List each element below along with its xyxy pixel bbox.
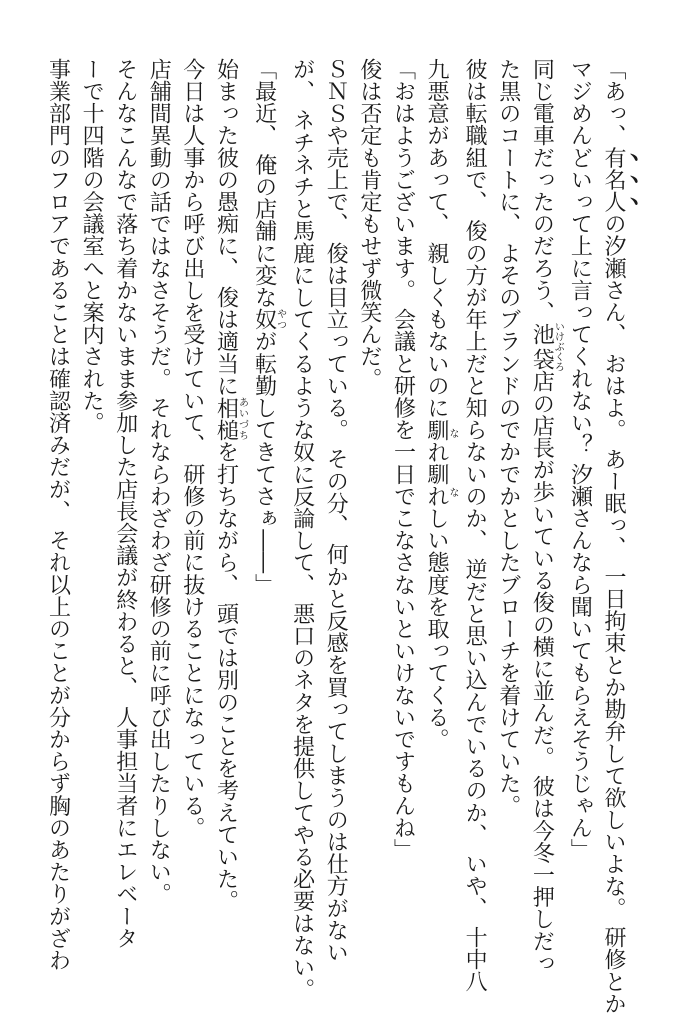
text-run: 彼は転職組で、 俊の方が年上だと知らないのか、 逆だと思い込んでいるのか、 いや、 十中八: [462, 58, 488, 993]
text-run: 事業部門のフロアであることは確認済みだが、 それ以上のことが分からず胸のあたりがざわ: [45, 58, 71, 972]
text-run: 「あっ、: [601, 58, 626, 147]
ruby-base: 相槌: [213, 396, 239, 441]
text-line-8: [352, 58, 386, 948]
text-run: が、 ネチネチと馬鹿にしてくるような奴に反論して、 悪口のネタを提供してやる必要はない。: [289, 58, 315, 1001]
text-line-12: [209, 58, 247, 948]
text-run: の汐瀬さん、 おはよ。 あー眠っ、 一日拘束とか勘弁して欲しいよな。 研修とか: [601, 212, 626, 1015]
text-run: ーで十四階の会議室へと案内された。: [79, 58, 105, 434]
text-run: を打ちながら、 頭では別のことを考えていた。: [213, 440, 239, 912]
furigana-reading: な な: [447, 418, 459, 508]
text-line-10: [285, 58, 319, 1001]
text-line-6: [419, 58, 457, 948]
text-run: 「おはようございます。 会議と研修を一日でこなさないといけないですもんね」: [390, 58, 416, 861]
text-line-5: [458, 58, 492, 993]
text-run: そんなこんなで落ち着かないまま参加した店長会議が終わると、 人事担当者にエレベータ: [112, 58, 138, 950]
furigana-ruby: [529, 321, 564, 372]
text-run: 始まった彼の愚痴に、 俊は適当に: [213, 58, 239, 397]
text-run: 同じ電車だったのだろう、: [529, 58, 555, 324]
text-run: 今日は人事から呼び出しを受けていて、 研修の前に抜けることになっている。: [179, 58, 205, 839]
text-line-11: [247, 58, 285, 948]
ruby-base: 奴: [251, 308, 277, 331]
furigana-reading: いけぶくろ: [552, 321, 564, 372]
text-run: 「最近、 俺の店舗に変な: [251, 58, 277, 309]
ruby-base: 馴れ馴れ: [424, 418, 450, 508]
furigana-ruby: [213, 396, 248, 441]
text-line-15: [108, 58, 142, 948]
text-run: マジめんどいって上に言ってくれない？ 汐瀬さんなら聞いてもらえそうじゃん」: [567, 58, 593, 861]
furigana-reading: やつ: [274, 308, 286, 331]
text-run: 九悪意があって、 親しくもないのに: [424, 58, 450, 419]
text-line-4: [491, 58, 525, 948]
text-line-16: [75, 58, 109, 948]
text-run: 店の店長が歩いている俊の横に並んだ。 彼は今冬一押しだっ: [529, 370, 555, 975]
text-run: 店舗間異動の話ではなさそうだ。 それならわざわざ研修の前に呼び出したりしない。: [146, 58, 172, 905]
text-line-13: [175, 58, 209, 948]
ruby-base: 池袋: [529, 321, 555, 372]
text-run: が転勤してきてさぁ――」: [251, 330, 277, 596]
text-line-9: [319, 58, 353, 964]
text-run: ＳＮＳや売上で、 俊は目立っている。 その分、 何かと反感を買ってしまうのは仕方がない: [323, 58, 349, 964]
text-line-7: [386, 58, 420, 948]
furigana-ruby: [251, 308, 286, 331]
text-run: 俊は否定も肯定もせず微笑んだ。: [356, 58, 382, 390]
vertical-text-block: [41, 58, 642, 1015]
text-line-3: [525, 58, 564, 975]
furigana-ruby: [424, 418, 459, 508]
text-line-2: [563, 58, 597, 948]
furigana-reading: あいづち: [236, 396, 248, 441]
text-run: た黒のコートに、 よそのブランドのでかでかとしたブローチを着けていた。: [495, 58, 521, 817]
text-line-1: [596, 58, 642, 1015]
text-run: しい態度を取ってくる。: [424, 507, 450, 751]
emphasis-dots-run: 有名人: [601, 146, 626, 213]
text-line-14: [142, 58, 176, 948]
text-line-17: [41, 58, 75, 972]
